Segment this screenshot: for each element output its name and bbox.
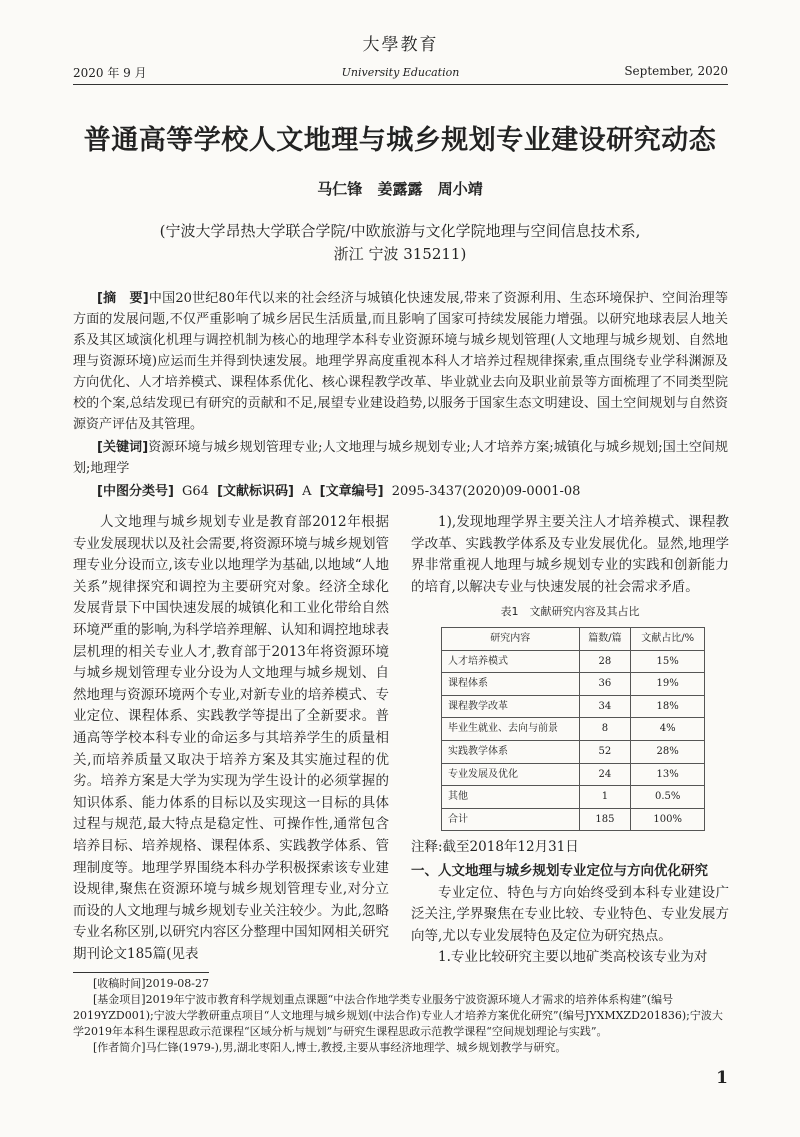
table-note: 注释:截至2018年12月31日 (411, 839, 579, 856)
clc-value: G64 (182, 484, 209, 499)
page-number: 1 (716, 1068, 728, 1088)
table-cell: 毕业生就业、去向与前景 (442, 718, 580, 741)
table-cell: 18% (631, 695, 705, 718)
body-column-left (73, 512, 389, 965)
intro-paragraph-continued: 1),发现地理学界主要关注人才培养模式、课程教学改革、实践教学体系及专业发展优化。显然,地理学界非常重视人地理与城乡规划专业的实践和创新能力的培育,以解决专业与快速发展的社会需求矛盾。 (411, 514, 729, 595)
table-cell: 19% (631, 673, 705, 696)
keywords-label: [关键词] (97, 440, 149, 455)
article-number-value: 2095-3437(2020)09-0001-08 (391, 484, 581, 499)
table-cell: 0.5% (631, 786, 705, 809)
section-heading: 一、人文地理与城乡规划专业定位与方向优化研究 (411, 862, 708, 879)
issue-date-en: September, 2020 (624, 64, 728, 78)
table-row (442, 718, 705, 741)
table-cell: 36 (579, 673, 631, 696)
table-header-cell: 篇数/篇 (579, 627, 631, 650)
footnote-rule (73, 972, 209, 973)
affiliation (120, 220, 680, 266)
table-total-row (442, 808, 705, 831)
abstract (73, 288, 728, 435)
header-rule (73, 84, 728, 85)
fund-project: [基金项目]2019年宁波市教育科学规划重点课题“中法合作地学类专业服务宁波资源环境人才需求的培养体系构建”(编号2019YZD001);宁波大学教研重点项目“人文地理与城乡规划(中法合作)专业人才培养方案优化研究”(编号JYXMXZD201836);宁波大学2019年本科生课程思政示范课程“区域分析与规划”与研究生课程思政示范教学课程“空间规划理论与实践”。 (73, 993, 723, 1038)
keywords-text: 资源环境与城乡规划管理专业;人文地理与城乡规划专业;人才培养方案;城镇化与城乡规划;国土空间规划;地理学 (73, 440, 728, 476)
issue-date-cn: 2020 年 9 月 (73, 66, 147, 80)
table-cell: 28 (579, 650, 631, 673)
table-caption: 表1 文献研究内容及其占比 (500, 605, 640, 619)
table-cell: 4% (631, 718, 705, 741)
table-cell: 28% (631, 740, 705, 763)
author-bio: [作者简介]马仁锋(1979-),男,湖北枣阳人,博士,教授,主要从事经济地理学、城乡规划教学与研究。 (93, 1041, 567, 1054)
table-row (442, 673, 705, 696)
table-cell: 1 (579, 786, 631, 809)
keywords (73, 437, 728, 479)
doc-code-value: A (302, 484, 312, 499)
clc-label: [中图分类号] (97, 484, 174, 499)
literature-table (441, 627, 705, 831)
table-cell: 人才培养模式 (442, 650, 580, 673)
table-row (442, 740, 705, 763)
journal-name-en: University Education (341, 66, 460, 79)
table-row (442, 786, 705, 809)
table-header-row (442, 627, 705, 650)
received-date: [收稿时间]2019-08-27 (93, 977, 210, 990)
classification-line (73, 481, 728, 502)
running-header (73, 30, 728, 80)
table-cell: 8 (579, 718, 631, 741)
table-cell: 34 (579, 695, 631, 718)
journal-logo: 大學教育 (362, 35, 439, 55)
affiliation-line-1: (宁波大学昂热大学联合学院/中欧旅游与文化学院地理与空间信息技术系, (159, 222, 641, 240)
author-list: 马仁锋 姜露露 周小靖 (317, 180, 483, 198)
table-row (442, 695, 705, 718)
table-cell: 其他 (442, 786, 580, 809)
section-paragraph: 专业定位、特色与方向始终受到本科专业建设广泛关注,学界聚焦在专业比较、专业特色、专业发展方向等,尤以专业发展特色及定位为研究热点。 (411, 884, 729, 944)
footnotes (73, 976, 728, 1056)
body-column-right (411, 512, 729, 969)
table-cell: 15% (631, 650, 705, 673)
section-paragraph: 1.专业比较研究主要以地矿类高校该专业为对 (438, 949, 708, 966)
table-header-cell: 文献占比/% (631, 627, 705, 650)
table-cell: 实践教学体系 (442, 740, 580, 763)
table-cell: 专业发展及优化 (442, 763, 580, 786)
abstract-text: 中国20世纪80年代以来的社会经济与城镇化快速发展,带来了资源利用、生态环境保护、空间治理等方面的发展问题,不仅严重影响了城乡居民生活质量,而且影响了国家可持续发展能力增强。以研究地球表层人地关系及其区域演化机理与调控机制为核心的地理学本科专业资源环境与城乡规划管理(人文地理与城乡规划、自然地理与资源环境)应运而生并得到快速发展。地理学界高度重视本科人才培养过程规律探索,重点围绕专业学科渊源及方向优化、人才培养模式、课程体系优化、核心课程教学改革、毕业就业去向及职业前景等方面梳理了不同类型院校的个案,总结发现已有研究的贡献和不足,展望专业建设趋势,以服务于国家生态文明建设、国土空间规划与自然资源资产评估及其管理。 (73, 291, 729, 432)
table-cell: 185 (579, 808, 631, 831)
affiliation-line-2: 浙江 宁波 315211) (333, 245, 467, 263)
intro-paragraph: 人文地理与城乡规划专业是教育部2012年根据专业发展现状以及社会需要,将资源环境与城乡规划管理专业分设而立,该专业以地理学为基础,以地域“人地关系”规律探究和调控为主要研究对象。经济全球化发展背景下中国快速发展的城镇化和工业化带给自然环境严重的影响,为科学培养理解、认知和调控地球表层机理的相关专业人才,教育部于2013年将资源环境与城乡规划管理专业分设为人文地理与城乡规划、自然地理与资源环境两个专业,对新专业的培养模式、专业定位、课程体系、实践教学等提出了全新要求。普通高等学校本科专业的命运多与其培养学生的质量相关,而培养质量又取决于培养方案及其实施过程的优劣。培养方案是大学为实现为学生设计的必须掌握的知识体系、能力体系的目标以及实现这一目标的具体过程与规范,最大特点是稳定性、可操作性,通常包含培养目标、培养规格、课程体系、实践教学体系、管理制度等。地理学界围绕本科办学积极探索该专业建设规律,聚焦在资源环境与城乡规划管理专业,对分立而设的人文地理与城乡规划专业关注较少。为此,忽略专业名称区别,以研究内容区分整理中国知网相关研究期刊论文185篇(见表 (73, 514, 389, 962)
table-row (442, 763, 705, 786)
table-cell: 13% (631, 763, 705, 786)
table-header-cell: 研究内容 (442, 627, 580, 650)
table-cell: 100% (631, 808, 705, 831)
abstract-label: [摘 要] (97, 291, 149, 306)
abstract-block (73, 288, 728, 504)
table-cell: 24 (579, 763, 631, 786)
article-number-label: [文章编号] (319, 484, 384, 499)
table-cell: 课程教学改革 (442, 695, 580, 718)
table-cell: 课程体系 (442, 673, 580, 696)
doc-code-label: [文献标识码] (217, 484, 294, 499)
table-row (442, 650, 705, 673)
paper-title: 普通高等学校人文地理与城乡规划专业建设研究动态 (83, 125, 717, 156)
table-cell: 52 (579, 740, 631, 763)
table-cell: 合计 (442, 808, 580, 831)
